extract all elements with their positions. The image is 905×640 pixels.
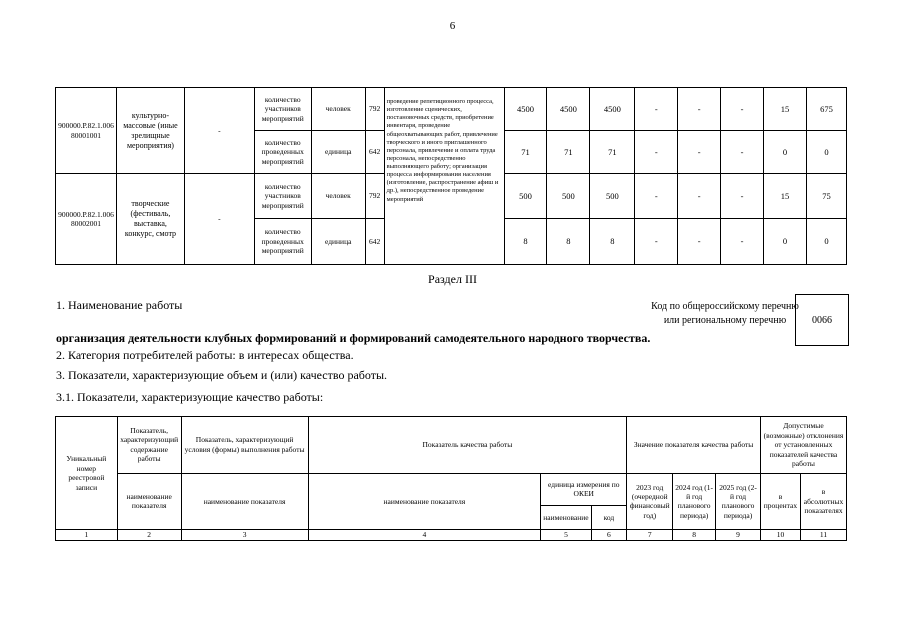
value-cell: - [678, 131, 721, 174]
section-title: Раздел III [428, 272, 477, 286]
value-cell: - [635, 88, 678, 131]
col-quality-name: наименование показателя [308, 473, 541, 530]
reg-number: 900000.Р.82.1.006 80001001 [56, 88, 117, 174]
col-content: Показатель, характеризующий содержание работы [117, 417, 181, 474]
value-cell: - [721, 219, 764, 265]
work-condition: - [184, 88, 254, 174]
value-cell: 0 [764, 219, 807, 265]
column-number: 10 [760, 530, 800, 541]
value-cell: 71 [504, 131, 547, 174]
indicator-name: количество участников мероприятий [254, 88, 311, 131]
consumer-category: 2. Категория потребителей работы: в интересах общества. [56, 348, 354, 362]
indicators-heading: 3. Показатели, характеризующие объем и (или) качество работы. [56, 368, 388, 382]
column-number-row [56, 530, 847, 541]
value-cell: - [635, 131, 678, 174]
column-number: 9 [716, 530, 761, 541]
value-cell: 8 [504, 219, 547, 265]
value-cell: 500 [504, 174, 547, 219]
table-header-row [56, 417, 847, 474]
col-reg-number: Уникальный номер реестровой записи [56, 417, 118, 530]
value-cell: - [635, 174, 678, 219]
column-number: 6 [591, 530, 627, 541]
col-unit-name: наименование [541, 505, 591, 530]
quality-heading: 3.1. Показатели, характеризующие качество работы: [56, 390, 324, 404]
value-cell: 71 [547, 131, 590, 174]
unit-code: 642 [365, 131, 384, 174]
reg-number: 900000.Р.82.1.006 80002001 [56, 174, 117, 265]
value-cell: 15 [764, 174, 807, 219]
col-condition-name: наименование показателя [181, 473, 308, 530]
col-2024: 2024 год (1-й год планового периода) [673, 473, 716, 530]
column-number: 7 [627, 530, 673, 541]
value-cell: 75 [806, 174, 846, 219]
code-value: 0066 [795, 294, 849, 346]
work-content: творческие (фестиваль, выставка, конкурс, смотр [116, 174, 184, 265]
work-name-label: 1. Наименование работы [56, 298, 183, 312]
value-cell: 8 [590, 219, 635, 265]
value-cell: 500 [547, 174, 590, 219]
col-2025: 2025 год (2-й год планового периода) [716, 473, 761, 530]
col-unit: единица измерения по ОКЕИ [541, 473, 627, 505]
indicator-name: количество участников мероприятий [254, 174, 311, 219]
value-cell: 0 [764, 131, 807, 174]
value-cell: 8 [547, 219, 590, 265]
value-cell: 0 [806, 131, 846, 174]
col-percent: в процентах [760, 473, 800, 530]
table-header-row [56, 473, 847, 505]
value-cell: 4500 [504, 88, 547, 131]
column-number: 11 [800, 530, 846, 541]
value-cell: 675 [806, 88, 846, 131]
unit-name: человек [311, 174, 365, 219]
value-cell: 4500 [547, 88, 590, 131]
unit-name: единица [311, 131, 365, 174]
value-cell: 0 [806, 219, 846, 265]
col-condition: Показатель, характеризующий условия (формы) выполнения работы [181, 417, 308, 474]
value-cell: - [678, 219, 721, 265]
value-cell: - [678, 174, 721, 219]
unit-name: человек [311, 88, 365, 131]
col-quality: Показатель качества работы [308, 417, 627, 474]
column-number: 8 [673, 530, 716, 541]
value-cell: - [678, 88, 721, 131]
col-unit-code: код [591, 505, 627, 530]
unit-code: 792 [365, 88, 384, 131]
value-cell: - [635, 219, 678, 265]
page-number: 6 [449, 20, 456, 32]
work-name: организация деятельности клубных формирований и формирований самодеятельного народного творчества. [56, 331, 651, 345]
col-absolute: в абсолютных показателях [800, 473, 846, 530]
col-2023: 2023 год (очередной финансовый год) [627, 473, 673, 530]
value-cell: - [721, 131, 764, 174]
value-cell: 4500 [590, 88, 635, 131]
quality-table [55, 416, 847, 541]
indicator-name: количество проведенных мероприятий [254, 219, 311, 265]
code-label: Код по общероссийскому перечню или региональному перечню [651, 301, 799, 326]
value-cell: 15 [764, 88, 807, 131]
unit-code: 792 [365, 174, 384, 219]
work-content: культурно-массовые (иные зрелищные мероприятия) [116, 88, 184, 174]
column-number: 2 [117, 530, 181, 541]
indicator-name: количество проведенных мероприятий [254, 131, 311, 174]
unit-code: 642 [365, 219, 384, 265]
column-number: 4 [308, 530, 541, 541]
col-content-name: наименование показателя [117, 473, 181, 530]
unit-name: единица [311, 219, 365, 265]
value-cell: 500 [590, 174, 635, 219]
column-number: 1 [56, 530, 118, 541]
value-cell: - [721, 88, 764, 131]
volume-table [55, 87, 847, 265]
work-condition: - [184, 174, 254, 265]
col-values: Значение показателя качества работы [627, 417, 761, 474]
value-cell: - [721, 174, 764, 219]
column-number: 5 [541, 530, 591, 541]
work-description: проведение репетиционного процесса, изготовление сценических, постановочных средств, приобретение инвентаря, проведение общеохватывающих работ, привлечение творческого и иного приглашенного персонала, привлечение и оплата труда персонала, непосредственно выполняющего работу; организация процесса информирования населения (изготовление, распространение афиш и др.), непосредственное проведение мероприятий [384, 88, 504, 265]
col-deviation: Допустимые (возможные) отклонения от установленных показателей качества работы [760, 417, 846, 474]
table-row [56, 88, 847, 131]
value-cell: 71 [590, 131, 635, 174]
column-number: 3 [181, 530, 308, 541]
